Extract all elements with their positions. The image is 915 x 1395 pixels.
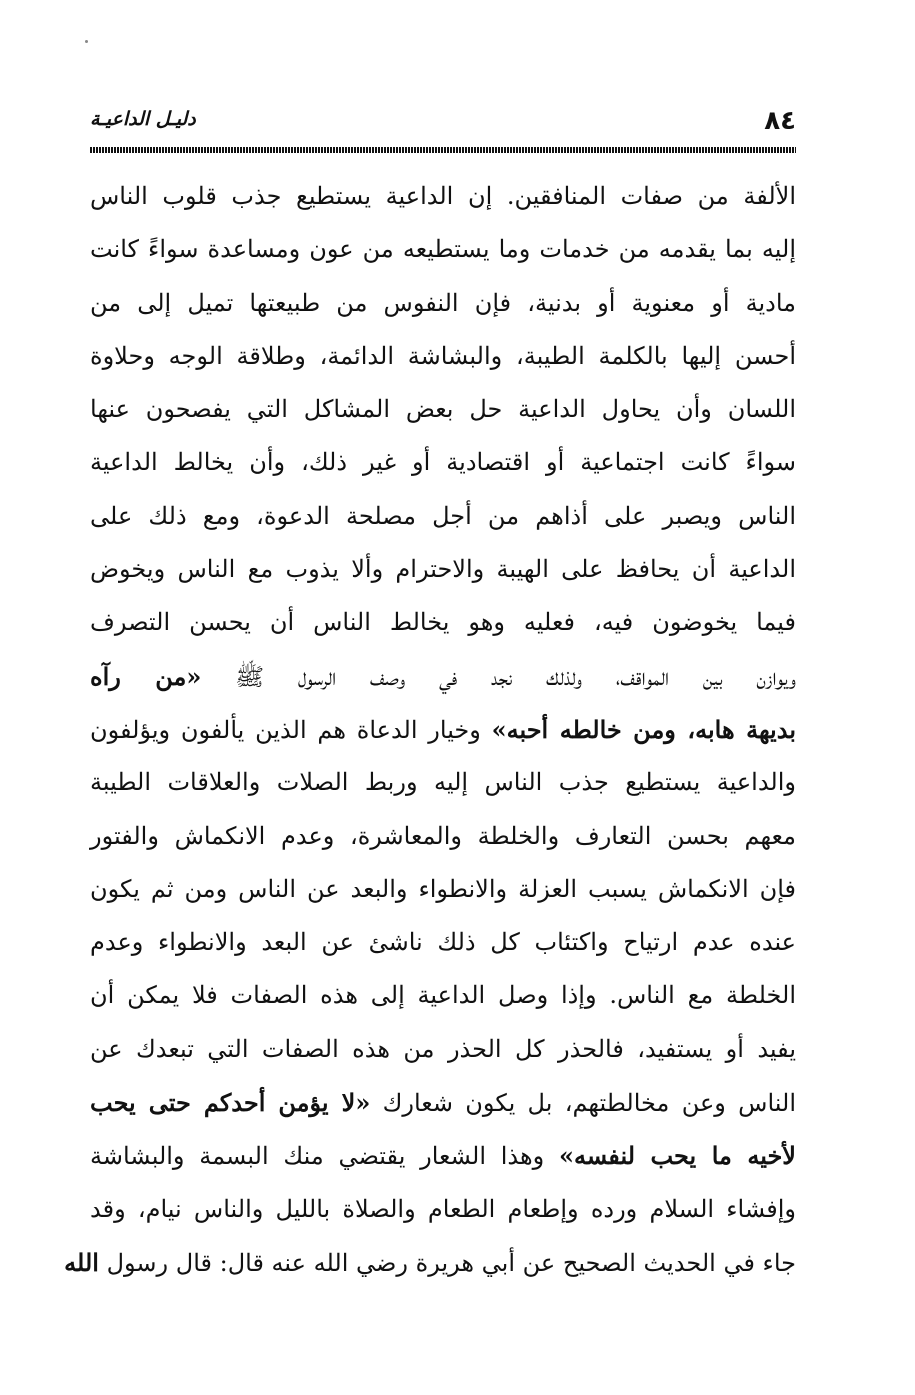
text-segment: يفيد أو يستفيد، فالحذر كل الحذر من هذه الصفات التي تبعدك عن <box>90 1034 796 1063</box>
hadith-quote: لأخيه ما يحب لنفسه» <box>559 1141 796 1171</box>
text-line <box>90 330 796 383</box>
text-line <box>90 490 796 543</box>
text-segment: وخيار الدعاة هم الذين يألفون ويؤلفون <box>90 715 492 744</box>
text-segment: والداعية يستطيع جذب الناس إليه وربط الصلات والعلاقات الطيبة <box>90 768 796 797</box>
hadith-quote: بديهة هابه، ومن خالطه أحبه» <box>491 714 796 744</box>
text-line <box>90 543 796 596</box>
header-rule <box>90 147 796 153</box>
text-line <box>90 1076 796 1129</box>
text-segment: اللسان وأن يحاول الداعية حل بعض المشاكل التي يفصحون عنها <box>90 395 796 424</box>
page-header <box>90 100 796 144</box>
text-segment: سواءً كانت اجتماعية أو اقتصادية أو غير ذلك، وأن يخالط الداعية <box>90 448 796 477</box>
running-title: دليـل الداعيـة <box>90 108 196 130</box>
text-segment: معهم بحسن التعارف والخلطة والمعاشرة، وعدم الانكماش والفتور <box>90 821 796 850</box>
text-line <box>64 1236 796 1289</box>
scan-speck <box>85 40 88 43</box>
text-line <box>90 596 796 649</box>
text-segment: فيما يخوضون فيه، فعليه وهو يخالط الناس أن يحسن التصرف <box>90 608 796 637</box>
text-segment: الناس ويصبر على أذاهم من أجل مصلحة الدعوة، ومع ذلك على <box>90 501 797 530</box>
text-segment: جاء في الحديث الصحيح عن أبي هريرة رضي الله عنه قال: قال رسول <box>98 1248 796 1277</box>
text-line <box>90 170 796 223</box>
text-line <box>90 703 796 756</box>
text-line <box>90 277 796 330</box>
text-line <box>90 383 796 436</box>
text-line <box>90 810 796 863</box>
text-segment: ويوازن بين المواقف، ولذلك نجد في وصف الرسول ﷺ <box>201 662 797 691</box>
text-line <box>90 969 796 1022</box>
body-text <box>64 170 797 1289</box>
page-number: ٨٤ <box>764 106 796 136</box>
text-line <box>90 916 796 969</box>
text-segment: الخلطة مع الناس. وإذا وصل الداعية إلى هذه الصفات فلا يمكن أن <box>90 981 796 1010</box>
text-segment: مادية أو معنوية أو بدنية، فإن النفوس من طبيعتها تميل إلى من <box>90 288 796 317</box>
text-segment: إليه بما يقدمه من خدمات وما يستطيعه من عون ومساعدة سواءً كانت <box>90 235 796 264</box>
text-line <box>90 223 796 276</box>
text-segment: وإفشاء السلام ورده وإطعام الطعام والصلاة بالليل والناس نيام، وقد <box>90 1194 796 1223</box>
hadith-quote: الله <box>64 1247 99 1277</box>
text-segment: الناس وعن مخالطتهم، بل يكون شعارك <box>370 1089 797 1118</box>
text-segment: عنده عدم ارتياح واكتئاب كل ذلك ناشئ عن البعد والانطواء وعدم <box>90 928 796 957</box>
text-line <box>90 1023 796 1076</box>
text-line <box>90 650 796 703</box>
text-segment: الألفة من صفات المنافقين. إن الداعية يستطيع جذب قلوب الناس <box>90 182 796 210</box>
text-line <box>90 1183 796 1236</box>
text-line <box>90 436 796 489</box>
text-line <box>90 1129 796 1182</box>
text-segment: وهذا الشعار يقتضي منك البسمة والبشاشة <box>90 1142 560 1171</box>
hadith-quote: «من رآه <box>90 661 202 691</box>
text-segment: فإن الانكماش يسبب العزلة والانطواء والبعد عن الناس ومن ثم يكون <box>90 874 797 903</box>
hadith-quote: «لا يؤمن أحدكم حتى يحب <box>90 1088 371 1118</box>
text-segment: أحسن إليها بالكلمة الطيبة، والبشاشة الدائمة، وطلاقة الوجه وحلاوة <box>90 341 796 370</box>
text-line <box>90 863 796 916</box>
text-line <box>90 756 796 809</box>
text-segment: الداعية أن يحافظ على الهيبة والاحترام وألا يذوب مع الناس ويخوض <box>90 555 796 584</box>
